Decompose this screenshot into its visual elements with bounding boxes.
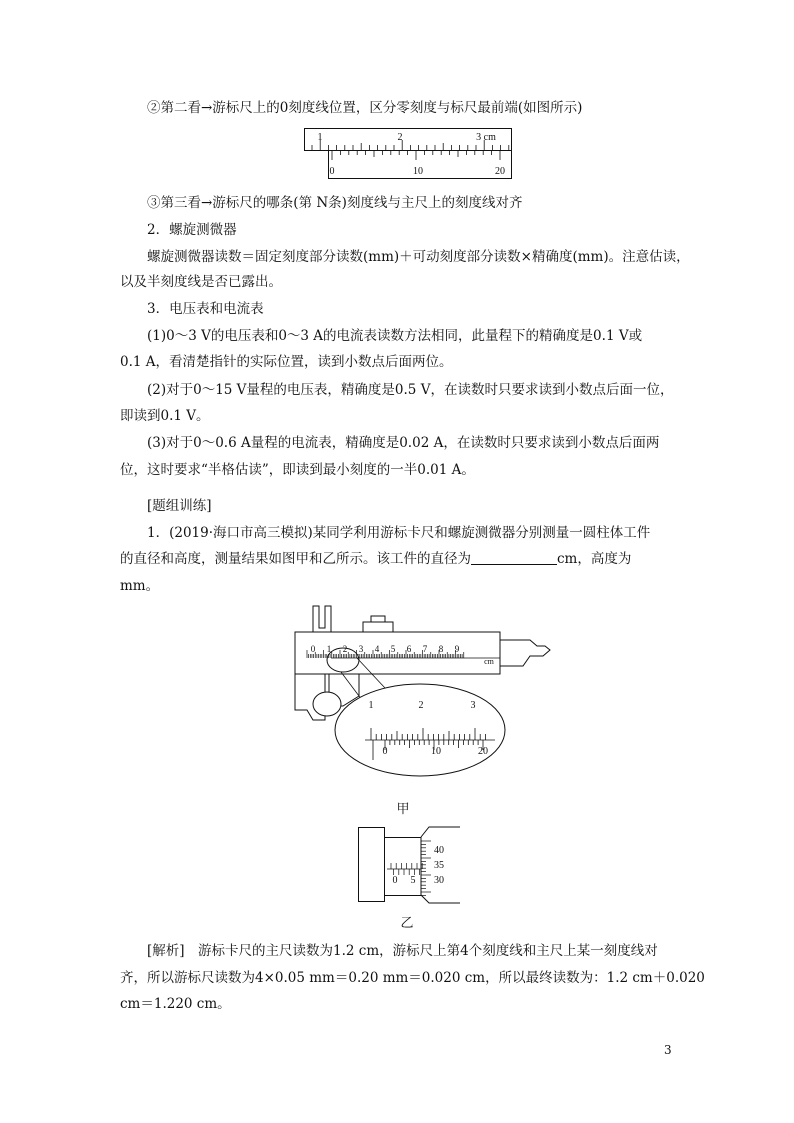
caliper-scale-label: 6 — [406, 644, 412, 654]
question-1-c: mm。 — [120, 578, 160, 594]
zoom-vernier-label: 0 — [382, 746, 388, 757]
caliper-figure — [285, 600, 565, 829]
page-number: 3 — [664, 1043, 672, 1057]
caliper-scale-label: 1 — [326, 644, 332, 654]
caliper-scale-label: 0 — [310, 644, 316, 654]
zoom-main-label: 2 — [418, 700, 424, 711]
answer-line-b: 齐，所以游标尺读数为4×0.05 mm＝0.20 mm＝0.020 cm，所以最终读数为：1.2 cm＋0.020 — [120, 970, 705, 986]
zoom-vernier-label: 20 — [478, 746, 488, 757]
caliper-caption: 甲 — [396, 801, 410, 816]
paragraph-meters-2a: (2)对于0～15 V量程的电压表，精确度是0.5 V，在读数时只要求读到小数点后面一位， — [147, 382, 674, 398]
sleeve-label: 0 — [392, 875, 398, 886]
caliper-scale-label: 3 — [358, 644, 364, 654]
thimble-label: 35 — [434, 860, 444, 871]
micrometer-figure — [355, 823, 465, 937]
heading-micrometer: 2．螺旋测微器 — [147, 222, 237, 238]
section-label: [题组训练] — [147, 498, 212, 514]
vernier-main-label: 2 — [397, 132, 403, 143]
paragraph-third-look: ③第三看→游标尺的哪条(第 N条)刻度线与主尺上的刻度线对齐 — [147, 195, 523, 211]
caliper-scale-label: 5 — [390, 644, 396, 654]
paragraph-meters-3b: 位，这时要求“半格估读”，即读到最小刻度的一半0.01 A。 — [120, 462, 475, 478]
paragraph-meters-3a: (3)对于0～0.6 A量程的电流表，精确度是0.02 A，在读数时只要求读到小数点后面两 — [147, 435, 660, 451]
caliper-scale-label: 8 — [438, 644, 444, 654]
heading-meters: 3．电压表和电流表 — [147, 301, 264, 317]
micrometer-caption: 乙 — [400, 915, 414, 930]
vernier-sub-label: 0 — [329, 166, 335, 177]
vernier-main-label: 3 cm — [476, 132, 496, 143]
caliper-scale-label: 2 — [342, 644, 348, 654]
sleeve-label: 5 — [410, 875, 416, 886]
caliper-scale-label: 7 — [422, 644, 428, 654]
question-1-b-pre: 的直径和高度，测量结果如图甲和乙所示。该工件的直径为 — [120, 551, 471, 567]
question-1-b — [120, 549, 631, 569]
vernier-main-label: 1 — [317, 132, 323, 143]
thimble-label: 30 — [434, 875, 444, 886]
caliper-scale-label: 9 — [454, 644, 460, 654]
caliper-scale-label: 4 — [374, 644, 380, 654]
paragraph-micrometer-b: 以及半刻度线是否已露出。 — [120, 274, 282, 290]
paragraph-second-look: ②第二看→游标尺上的0刻度线位置，区分零刻度与标尺最前端(如图所示) — [147, 100, 583, 116]
question-1-b-post: cm，高度为 — [557, 551, 632, 567]
answer-line-c: cm＝1.220 cm。 — [120, 996, 231, 1012]
paragraph-meters-1b: 0.1 A，看清楚指针的实际位置，读到小数点后面两位。 — [120, 354, 453, 370]
caliper-unit: cm — [484, 657, 494, 666]
paragraph-meters-1a: (1)0～3 V的电压表和0～3 A的电流表读数方法相同，此量程下的精确度是0.1 V或 — [147, 328, 643, 344]
vernier-scale-figure — [304, 124, 512, 186]
zoom-vernier-label: 10 — [431, 746, 441, 757]
answer-line-a: [解析] 游标卡尺的主尺读数为1.2 cm，游标尺上第4个刻度线和主尺上某一刻度线对 — [147, 943, 658, 959]
vernier-sub-label: 20 — [495, 166, 505, 177]
paragraph-meters-2b: 即读到0.1 V。 — [120, 408, 210, 424]
vernier-sub-label: 10 — [413, 166, 423, 177]
answer-blank[interactable] — [471, 550, 557, 565]
thimble-label: 40 — [434, 845, 444, 856]
question-1-a: 1．(2019·海口市高三模拟)某同学利用游标卡尺和螺旋测微器分别测量一圆柱体工件 — [147, 525, 651, 541]
paragraph-micrometer-a: 螺旋测微器读数＝固定刻度部分读数(mm)＋可动刻度部分读数×精确度(mm)。注意估读， — [147, 249, 690, 265]
zoom-main-label: 1 — [368, 700, 374, 711]
zoom-main-label: 3 — [470, 700, 476, 711]
